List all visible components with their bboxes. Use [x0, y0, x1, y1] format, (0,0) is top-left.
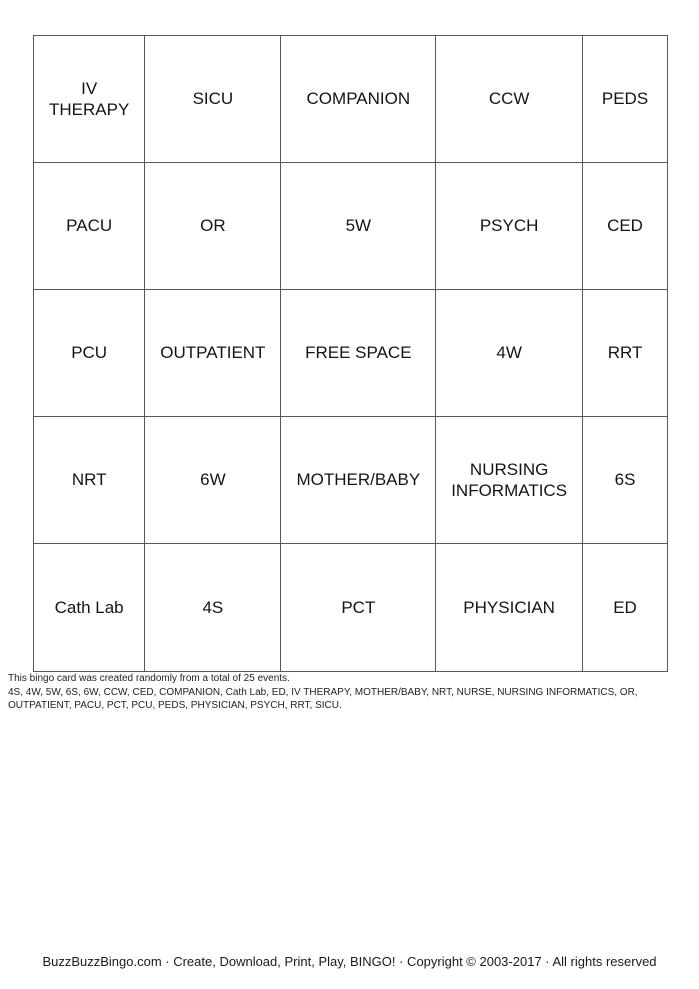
card-notes	[8, 672, 696, 713]
bingo-cell: OUTPATIENT	[145, 290, 281, 417]
bingo-cell: RRT	[583, 290, 667, 417]
bingo-cell: PEDS	[583, 36, 667, 163]
bingo-cell: 4W	[436, 290, 583, 417]
bingo-cell: MOTHER/BABY	[281, 417, 436, 544]
creation-note: This bingo card was created randomly from a total of 25 events.	[8, 673, 290, 684]
bingo-cell: COMPANION	[281, 36, 436, 163]
bingo-cell: PHYSICIAN	[436, 544, 583, 671]
bingo-cell: PCT	[281, 544, 436, 671]
bingo-cell: PSYCH	[436, 163, 583, 290]
bingo-cell: Cath Lab	[34, 544, 145, 671]
bingo-cell: 5W	[281, 163, 436, 290]
bingo-cell: PCU	[34, 290, 145, 417]
bingo-cell: NURSING INFORMATICS	[436, 417, 583, 544]
bingo-cell: SICU	[145, 36, 281, 163]
footer-credit: BuzzBuzzBingo.com · Create, Download, Print, Play, BINGO! · Copyright © 2003-2017 · All rights reserved	[42, 954, 657, 969]
bingo-cell: NRT	[34, 417, 145, 544]
bingo-cell: OR	[145, 163, 281, 290]
bingo-grid	[33, 35, 668, 672]
bingo-cell: CCW	[436, 36, 583, 163]
bingo-cell-free-space: FREE SPACE	[281, 290, 436, 417]
bingo-cell: PACU	[34, 163, 145, 290]
bingo-cell: IV THERAPY	[34, 36, 145, 163]
bingo-cell: 6S	[583, 417, 667, 544]
events-list: 4S, 4W, 5W, 6S, 6W, CCW, CED, COMPANION, Cath Lab, ED, IV THERAPY, MOTHER/BABY, NRT, NURSE, NURSING INFORMATICS, OR, OUTPATIENT, PACU, PCT, PCU, PEDS, PHYSICIAN, PSYCH, RRT, SICU.	[8, 686, 638, 711]
bingo-cell: 4S	[145, 544, 281, 671]
bingo-cell: CED	[583, 163, 667, 290]
bingo-cell: ED	[613, 597, 637, 617]
bingo-cell: 6W	[145, 417, 281, 544]
